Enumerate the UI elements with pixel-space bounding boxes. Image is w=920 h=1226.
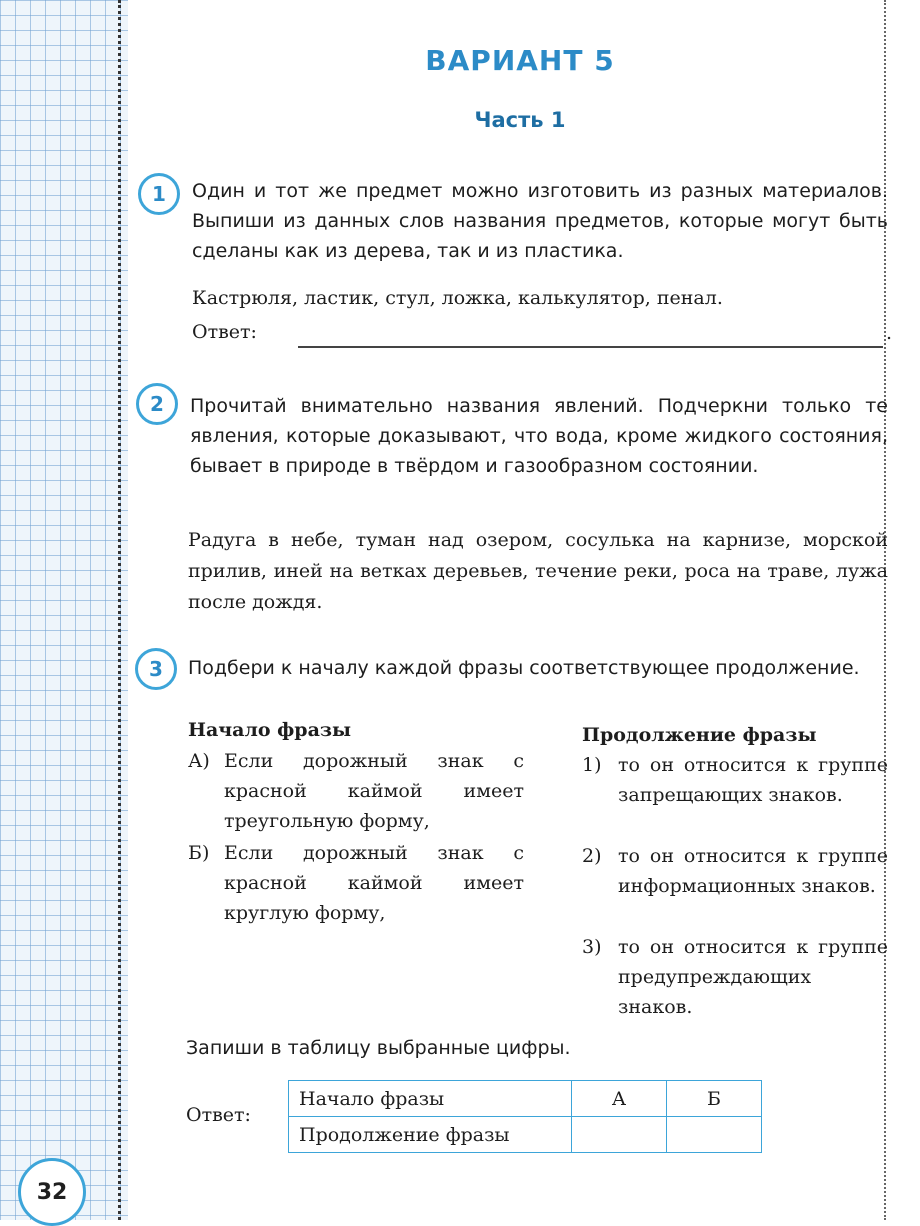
table-instruction: Запиши в таблицу выбранные цифры. xyxy=(186,1037,571,1059)
page-number: 32 xyxy=(18,1158,86,1226)
continuation-1-mark: 1) xyxy=(582,754,602,776)
beginning-b xyxy=(188,838,528,930)
answer-cell-a[interactable] xyxy=(572,1117,667,1153)
task-2-question: Прочитай внимательно названия явлений. Подчеркни только те явления, которые доказывают, что вода, кроме жидкого состояния, бывает в природе в твёрдом и газообразном состоянии. xyxy=(190,395,888,477)
answer-table xyxy=(288,1080,762,1153)
task-1-words: Кастрюля, ластик, стул, ложка, калькулятор, пенал. xyxy=(192,287,723,309)
task-3-answer-label: Ответ: xyxy=(186,1104,251,1126)
answer-cell-b[interactable] xyxy=(667,1117,762,1153)
continuations-header: Продолжение фразы xyxy=(582,724,817,746)
task-3-question: Подбери к началу каждой фразы соответствующее продолжение. xyxy=(188,657,860,679)
beginning-a-mark: А) xyxy=(188,750,210,772)
task-1-answer-label: Ответ: xyxy=(192,321,257,343)
task-1-question: Один и тот же предмет можно изготовить из разных материалов. Выпиши из данных слов названия предметов, которые могут быть сделаны как из дерева, так и из пластика. xyxy=(192,180,888,262)
grid-margin xyxy=(0,0,128,1220)
beginning-b-mark: Б) xyxy=(188,842,210,864)
continuation-2 xyxy=(582,841,890,933)
task-2-phenomena: Радуга в небе, туман над озером, сосулька на карнизе, морской прилив, иней на ветках деревьев, течение реки, роса на траве, лужа после дождя. xyxy=(188,529,888,613)
margin-cut-line xyxy=(118,0,121,1220)
continuation-1 xyxy=(582,750,890,842)
continuation-1-text: то он относится к группе запрещающих знаков. xyxy=(618,754,888,806)
col-header-a: А xyxy=(572,1081,667,1117)
col-header-b: Б xyxy=(667,1081,762,1117)
beginning-b-text: Если дорожный знак с красной каймой имеет круглую форму, xyxy=(224,842,524,924)
row-label-continuation: Продолжение фразы xyxy=(289,1117,572,1153)
part-title: Часть 1 xyxy=(474,108,566,132)
beginnings-header: Начало фразы xyxy=(188,719,352,741)
continuation-3 xyxy=(582,932,890,1024)
row-label-beginning: Начало фразы xyxy=(289,1081,572,1117)
task-1-number: 1 xyxy=(138,173,180,215)
variant-title: ВАРИАНТ 5 xyxy=(425,44,615,77)
task-3-number: 3 xyxy=(135,648,177,690)
beginning-a xyxy=(188,746,528,838)
continuation-2-mark: 2) xyxy=(582,845,602,867)
continuation-3-mark: 3) xyxy=(582,936,602,958)
task-1-answer-line[interactable] xyxy=(298,346,883,348)
continuation-3-text: то он относится к группе предупреждающих знаков. xyxy=(618,936,888,1018)
beginning-a-text: Если дорожный знак с красной каймой имеет треугольную форму, xyxy=(224,750,524,832)
answer-table-row-beginning xyxy=(289,1081,762,1117)
task-2-number: 2 xyxy=(136,383,178,425)
answer-table-row-continuation xyxy=(289,1117,762,1153)
task-1-answer-period: . xyxy=(886,322,893,344)
continuation-2-text: то он относится к группе информационных знаков. xyxy=(618,845,888,897)
